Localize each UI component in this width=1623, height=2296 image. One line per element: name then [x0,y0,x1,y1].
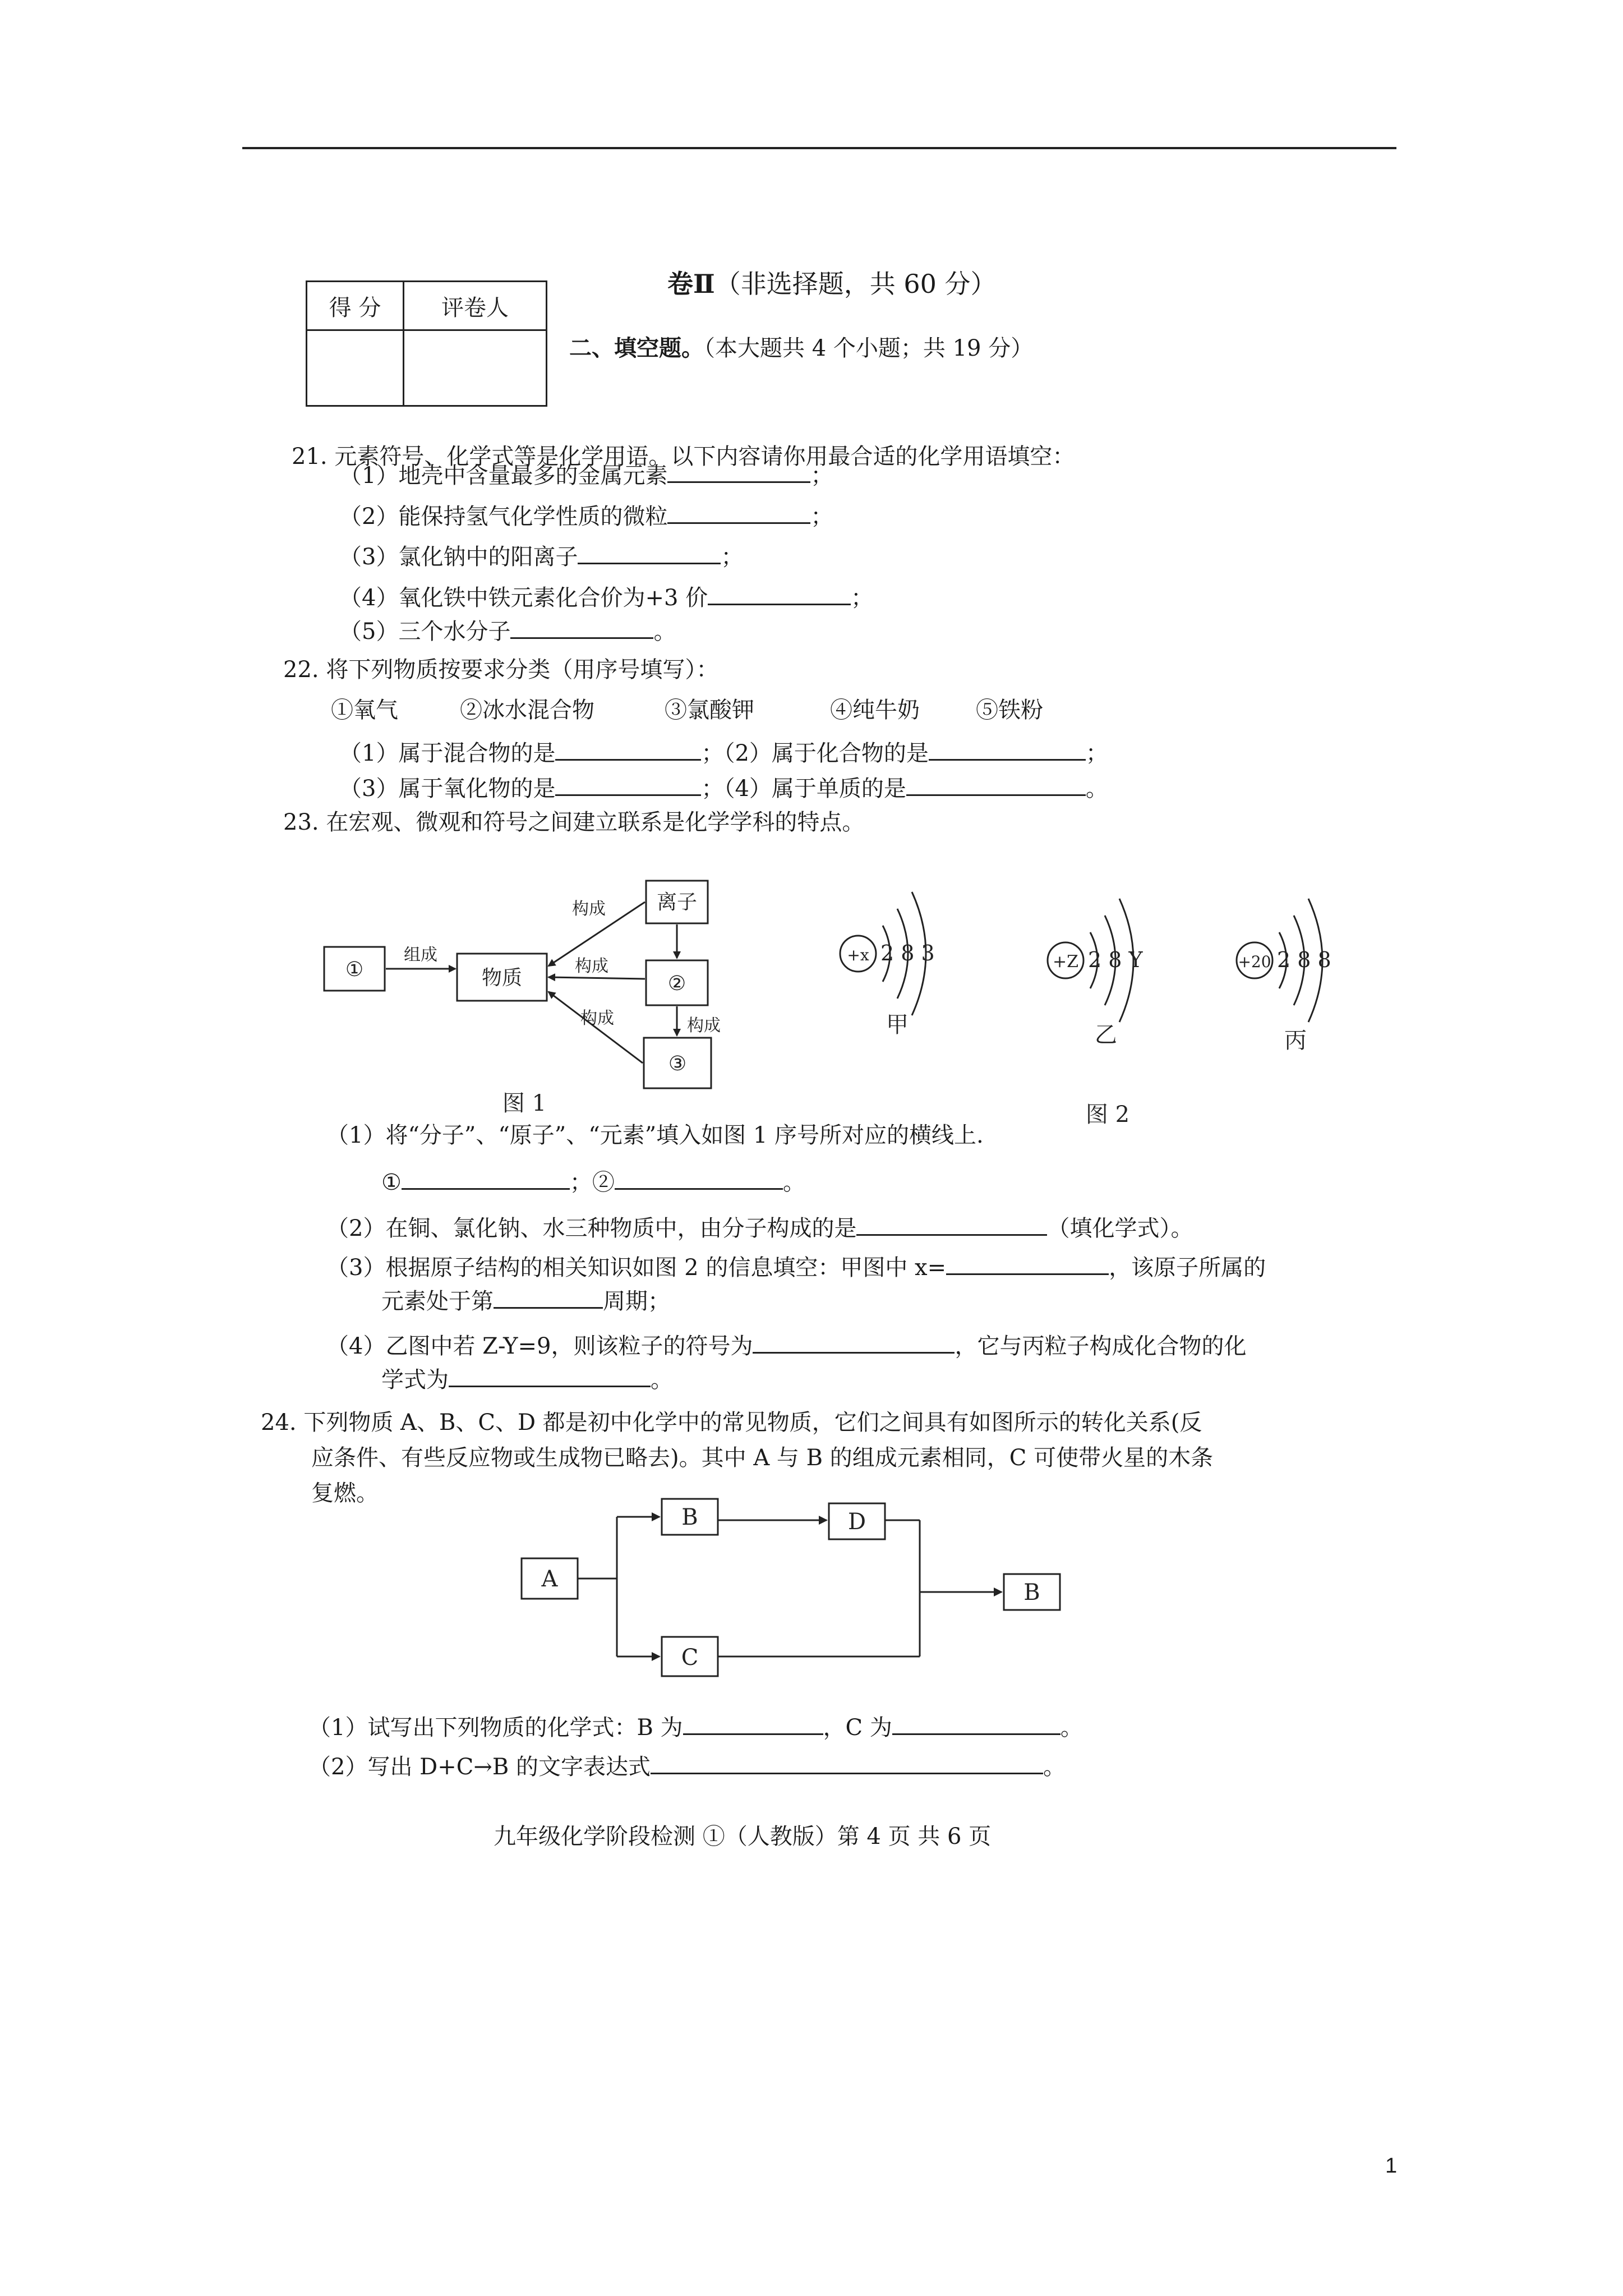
q24-p2 [308,1751,1066,1780]
fig1-label-compose: 组成 [404,945,437,965]
fig1-label-3: ③ [668,1052,687,1075]
atom-jia-shells: 2 8 3 [880,941,935,965]
atom-bing-label: 丙 [1284,1028,1307,1053]
q23-number: 23. [283,809,319,835]
q21-item-5-label: （5）三个水分子 [339,619,511,645]
q22-option-2: ②冰水混合物 [460,697,594,723]
q24-p2-label: （2）写出 D+C→B 的文字表达式 [308,1754,651,1780]
part2-note: （本大题共 4 个小题；共 19 分） [704,335,1034,361]
q24-line-3: 复燃。 [311,1480,379,1506]
q23-p3-label-2: 元素处于第 [381,1289,494,1314]
fig1-label-substance: 物质 [481,967,523,990]
q21-item-2-end: ； [810,504,833,530]
q23-p4-tail: ，它与丙粒子构成化合物的化 [955,1333,1247,1359]
q23-p1-label-1: ① [381,1170,402,1195]
q22-r1-label-b: ；（2）属于化合物的是 [701,740,929,766]
fig1-label-constitute-4: 构成 [687,1016,721,1036]
q21-item-4-end: ； [851,585,874,611]
q23-p4-label: （4）乙图中若 Z-Y=9，则该粒子的符号为 [326,1333,753,1359]
q22-option-5: ⑤铁粉 [976,697,1043,723]
q24-p1-end: 。 [1060,1715,1083,1741]
q22-option-4: ④纯牛奶 [830,697,920,723]
q22-option-1: ①氧气 [331,697,398,723]
q24-line-2: 应条件、有些反应物或生成物已略去)。其中 A 与 B 的组成元素相同，C 可使带火星的木条 [311,1445,1214,1471]
part2-title: 二、填空题。 [569,335,704,361]
fig2-caption: 图 2 [1085,1102,1130,1128]
q22-r2-end: 。 [1085,776,1108,802]
q24-answer-1[interactable] [683,1712,823,1735]
q23-p1: （1）将“分子”、“原子”、“元素”填入如图 1 序号所对应的横线上. [326,1122,984,1148]
q21-item-4-label: （4）氧化铁中铁元素化合价为+3 价 [339,585,708,611]
q24-number: 24. [261,1410,297,1435]
fig1-label-1: ① [345,958,364,981]
atom-jia-nucleus-label: +x [847,946,869,964]
diagram-label-b: B [681,1504,698,1530]
q24-answer-2[interactable] [892,1712,1061,1735]
atom-jia-label: 甲 [886,1012,909,1038]
footer-text: 九年级化学阶段检测 ①（人教版）第 4 页 共 6 页 [494,1824,992,1849]
q21-item-3-end: ； [721,544,744,570]
q22-r1-end: ； [1085,740,1108,766]
q21-item-3-label: （3）氯化钠中的阳离子 [339,544,578,570]
fig1-caption: 图 1 [502,1091,547,1116]
q23-p3-tail: ，该原子所属的 [1109,1255,1266,1281]
page-number: 1 [1385,2154,1398,2178]
fig1-label-2: ② [667,972,686,995]
diagram-label-b2: B [1023,1580,1040,1605]
score-header: 得 分 [307,282,404,330]
atom-bing-nucleus-label: +20 [1238,953,1271,971]
q22-number: 22. [283,657,319,683]
grader-header: 评卷人 [404,282,547,330]
q23-p2-tail: （填化学式）。 [1047,1216,1193,1241]
q21-item-5-end: 。 [653,619,676,645]
q21-item-1-end: ； [810,463,833,489]
atom-yi-label: 乙 [1095,1022,1117,1048]
q22-r2-label-b: ；（4）属于单质的是 [701,776,906,802]
q21-text: 元素符号、化学式等是化学用语。以下内容请你用最合适的化学用语填空： [334,444,1075,470]
q22-r1-label-a: （1）属于混合物的是 [339,740,556,766]
q24-p1-label-2: ，C 为 [823,1715,892,1741]
q24-p2-end: 。 [1043,1754,1066,1780]
section-title-note: （非选择题，共 60 分） [714,269,997,299]
q22-r2-label-a: （3）属于氧化物的是 [339,776,556,802]
q23-p4-label-2: 学式为 [381,1367,449,1393]
fig1-label-ion: 离子 [656,891,698,914]
q23-p3-tail-2: 周期； [603,1289,670,1314]
fig1-label-constitute-1: 构成 [572,899,606,919]
section-title-main: 卷Ⅱ [667,269,715,299]
q21-item-1-label: （1）地壳中含量最多的金属元素 [339,463,668,489]
q24-answer-3[interactable] [651,1751,1043,1774]
fig1-label-constitute-2: 构成 [575,956,608,976]
atom-bing-shells: 2 8 8 [1277,947,1331,972]
q21-number: 21. [292,444,328,470]
q23-p2-label: （2）在铜、氯化钠、水三种物质中，由分子构成的是 [326,1216,857,1241]
q23-p4-end: 。 [651,1367,673,1393]
q23-p3-label: （3）根据原子结构的相关知识如图 2 的信息填空：甲图中 x= [326,1255,947,1281]
q23-p1-end: 。 [782,1170,805,1195]
diagram-label-a: A [541,1566,558,1592]
q23-text: 在宏观、微观和符号之间建立联系是化学学科的特点。 [326,809,865,835]
q24-p1-label: （1）试写出下列物质的化学式：B 为 [308,1715,683,1741]
atom-yi-shells: 2 8 Y [1088,947,1143,972]
atom-yi-nucleus-label: +Z [1053,952,1078,972]
q22-option-3: ③氯酸钾 [665,697,754,723]
diagram-label-d: D [847,1509,866,1535]
q21-item-2-label: （2）能保持氢气化学性质的微粒 [339,504,668,530]
q24-p1 [308,1712,1083,1741]
q23-p1-label-2: ；② [569,1170,615,1195]
q22-text: 将下列物质按要求分类（用序号填写）： [326,657,719,683]
q24-text-1: 下列物质 A、B、C、D 都是初中化学中的常见物质，它们之间具有如图所示的转化关系(反 [303,1410,1202,1435]
diagram-label-c: C [681,1645,699,1671]
fig1-label-constitute-3: 构成 [580,1009,614,1028]
